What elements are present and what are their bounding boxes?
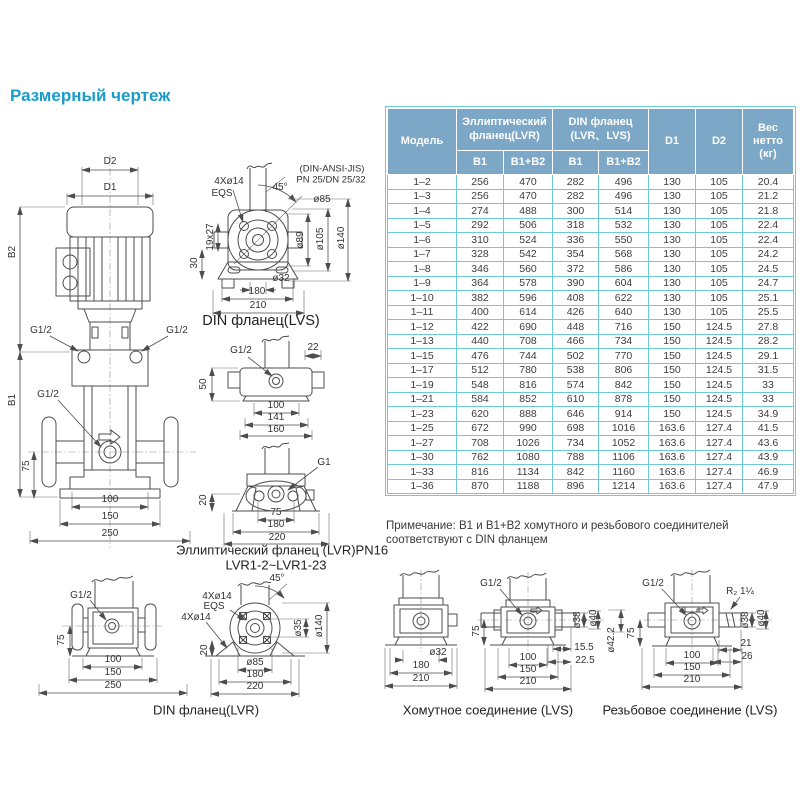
caption-elliptic-flange: Эллиптический фланец (LVR)PN16 (175, 542, 389, 558)
table-cell: 41.5 (743, 421, 794, 436)
table-cell: 1–36 (388, 479, 457, 494)
table-cell: 25.1 (743, 291, 794, 306)
table-cell: 163.6 (649, 450, 696, 465)
table-row (388, 291, 794, 306)
table-cell: 878 (599, 392, 649, 407)
table-cell: 127.4 (696, 465, 743, 480)
table-cell: 130 (649, 276, 696, 291)
table-cell: 1026 (504, 436, 553, 451)
col-header-d1: D1 (649, 109, 696, 175)
table-cell: 105 (696, 276, 743, 291)
table-cell: 1–6 (388, 233, 457, 248)
col-header-b1b2: B1+B2 (504, 151, 553, 175)
table-cell: 130 (649, 189, 696, 204)
table-row (388, 320, 794, 335)
dim-label-160: 160 (267, 424, 285, 435)
table-cell: 130 (649, 262, 696, 277)
dim-label-75: 75 (626, 627, 637, 639)
port-label-g12: G1/2 (480, 578, 502, 589)
table-cell: 584 (457, 392, 504, 407)
table-row (388, 262, 794, 277)
dim-label-220: 220 (268, 532, 286, 543)
table-cell: 124.5 (696, 363, 743, 378)
table-cell: 1134 (504, 465, 553, 480)
dim-label-d85: ø85 (313, 194, 331, 205)
dim-label-250: 250 (101, 528, 119, 539)
table-cell: 105 (696, 262, 743, 277)
table-row (388, 247, 794, 262)
bolt-label-1: 4Xø14 (202, 591, 232, 602)
table-cell: 130 (649, 204, 696, 219)
table-cell: 1–33 (388, 465, 457, 480)
table-row (388, 363, 794, 378)
standard-label: (DIN-ANSI-JIS) (299, 163, 365, 175)
table-cell: 150 (649, 363, 696, 378)
table-cell: 33 (743, 392, 794, 407)
table-cell: 448 (553, 320, 599, 335)
thread-label-r2: R₂ 1¼ (726, 586, 754, 597)
table-cell: 1–5 (388, 218, 457, 233)
table-cell: 578 (504, 276, 553, 291)
dim-label-50: 50 (198, 378, 209, 390)
eqs-label: EQS (203, 601, 225, 612)
table-cell: 1–17 (388, 363, 457, 378)
bolt-label-2: 4Xø14 (181, 612, 211, 623)
dim-label-100: 100 (104, 654, 122, 665)
port-label-g12: G1/2 (642, 578, 664, 589)
port-label-g12: G1/2 (230, 345, 252, 356)
table-cell: 1–27 (388, 436, 457, 451)
table-cell: 1188 (504, 479, 553, 494)
col-header-model: Модель (388, 109, 457, 175)
table-cell: 150 (649, 349, 696, 364)
table-cell: 124.5 (696, 378, 743, 393)
table-cell: 1–8 (388, 262, 457, 277)
table-cell: 770 (599, 349, 649, 364)
spec-table (385, 106, 796, 496)
table-cell: 586 (599, 262, 649, 277)
table-cell: 256 (457, 175, 504, 190)
caption-model-range: LVR1-2~LVR1-23 (225, 557, 327, 573)
dim-label-155: 15.5 (574, 642, 594, 653)
table-row (388, 276, 794, 291)
table-cell: 698 (553, 421, 599, 436)
dim-label-22: 22 (307, 342, 319, 353)
dim-label-d35: ø35 (293, 619, 304, 637)
table-cell: 542 (504, 247, 553, 262)
table-cell: 788 (553, 450, 599, 465)
table-cell: 620 (457, 407, 504, 422)
table-cell: 105 (696, 247, 743, 262)
table-cell: 310 (457, 233, 504, 248)
dim-label-d32: ø32 (272, 273, 290, 284)
table-cell: 130 (649, 305, 696, 320)
dim-label-slot: 19x27 (205, 223, 216, 251)
table-cell: 274 (457, 204, 504, 219)
table-cell: 548 (457, 378, 504, 393)
table-cell: 163.6 (649, 421, 696, 436)
col-header-d2: D2 (696, 109, 743, 175)
table-cell: 105 (696, 218, 743, 233)
table-cell: 105 (696, 204, 743, 219)
dim-label-30: 30 (189, 257, 200, 269)
table-cell: 1–4 (388, 204, 457, 219)
table-cell: 560 (504, 262, 553, 277)
table-cell: 124.5 (696, 320, 743, 335)
table-cell: 29.1 (743, 349, 794, 364)
table-cell: 127.4 (696, 479, 743, 494)
caption-thread: Резьбовое соединение (LVS) (602, 702, 778, 718)
table-cell: 716 (599, 320, 649, 335)
col-header-weight: Вес нетто (кг) (743, 109, 794, 175)
table-cell: 24.2 (743, 247, 794, 262)
table-cell: 488 (504, 204, 553, 219)
table-row (388, 378, 794, 393)
table-cell: 390 (553, 276, 599, 291)
table-cell: 896 (553, 479, 599, 494)
table-cell: 532 (599, 218, 649, 233)
dim-label-20: 20 (199, 644, 210, 656)
table-cell: 24.7 (743, 276, 794, 291)
port-label-g12-left: G1/2 (30, 325, 52, 336)
table-cell: 31.5 (743, 363, 794, 378)
table-cell: 163.6 (649, 436, 696, 451)
dim-label-d42: ø42.2 (606, 627, 617, 653)
dim-label-20: 20 (198, 494, 209, 506)
table-cell: 46.9 (743, 465, 794, 480)
table-cell: 20.4 (743, 175, 794, 190)
dim-label-210: 210 (412, 673, 430, 684)
table-cell: 130 (649, 247, 696, 262)
table-cell: 622 (599, 291, 649, 306)
table-cell: 336 (553, 233, 599, 248)
table-row (388, 204, 794, 219)
table-cell: 870 (457, 479, 504, 494)
dim-label-d140: ø140 (314, 614, 325, 638)
col-header-b1b2-din: B1+B2 (599, 151, 649, 175)
dim-label-21: 21 (740, 638, 752, 649)
table-cell: 33 (743, 378, 794, 393)
dim-label-150: 150 (519, 664, 537, 675)
table-cell: 130 (649, 175, 696, 190)
table-cell: 1–10 (388, 291, 457, 306)
dim-label-75: 75 (56, 634, 67, 646)
table-cell: 990 (504, 421, 553, 436)
col-header-elliptic-flange: Эллиптический фланец(LVR) (457, 109, 553, 151)
dim-label-26: 26 (741, 651, 753, 662)
table-cell: 282 (553, 189, 599, 204)
table-cell: 150 (649, 334, 696, 349)
table-cell: 734 (553, 436, 599, 451)
dim-label-d2: D2 (103, 156, 117, 167)
table-cell: 43.9 (743, 450, 794, 465)
table-cell: 127.4 (696, 450, 743, 465)
table-row (388, 189, 794, 204)
table-cell: 1–25 (388, 421, 457, 436)
table-cell: 426 (553, 305, 599, 320)
table-cell: 1–21 (388, 392, 457, 407)
table-cell: 22.4 (743, 233, 794, 248)
table-cell: 150 (649, 378, 696, 393)
port-label-g12-mid: G1/2 (37, 389, 59, 400)
table-cell: 282 (553, 175, 599, 190)
table-cell: 502 (553, 349, 599, 364)
col-header-b1: B1 (457, 151, 504, 175)
table-cell: 672 (457, 421, 504, 436)
table-cell: 105 (696, 233, 743, 248)
page-title: Размерный чертеж (10, 86, 171, 105)
table-cell: 127.4 (696, 421, 743, 436)
dim-label-d40: ø40 (588, 609, 599, 627)
table-cell: 816 (504, 378, 553, 393)
table-cell: 514 (599, 204, 649, 219)
caption-clamp: Хомутное соединение (LVS) (402, 702, 574, 718)
table-cell: 27.8 (743, 320, 794, 335)
dim-label-141: 141 (267, 412, 285, 423)
table-cell: 506 (504, 218, 553, 233)
table-cell: 1016 (599, 421, 649, 436)
table-body (388, 175, 794, 494)
dim-label-180: 180 (248, 286, 266, 297)
table-cell: 354 (553, 247, 599, 262)
table-cell: 842 (553, 465, 599, 480)
table-cell: 124.5 (696, 349, 743, 364)
table-cell: 1–7 (388, 247, 457, 262)
dim-label-d105: ø105 (315, 227, 326, 251)
dim-label-d32: ø32 (429, 647, 447, 658)
table-cell: 744 (504, 349, 553, 364)
table-cell: 568 (599, 247, 649, 262)
table-cell: 22.4 (743, 218, 794, 233)
table-cell: 538 (553, 363, 599, 378)
dim-label-d38: ø38 (572, 611, 583, 629)
dim-label-180: 180 (246, 669, 264, 680)
dim-label-220: 220 (246, 681, 264, 692)
table-cell: 364 (457, 276, 504, 291)
table-cell: 708 (504, 334, 553, 349)
table-cell: 256 (457, 189, 504, 204)
table-cell: 816 (457, 465, 504, 480)
table-cell: 328 (457, 247, 504, 262)
caption-din-lvs: DIN фланец(LVS) (202, 313, 320, 329)
table-cell: 382 (457, 291, 504, 306)
table-row (388, 450, 794, 465)
table-cell: 780 (504, 363, 553, 378)
table-cell: 914 (599, 407, 649, 422)
angle-label: 45° (269, 573, 285, 584)
table-cell: 150 (649, 320, 696, 335)
note-line-2: соответствуют с DIN фланцем (386, 533, 548, 546)
table-row (388, 465, 794, 480)
dim-label-d1: D1 (103, 182, 117, 193)
dim-label-225: 22.5 (575, 655, 595, 666)
table-cell: 524 (504, 233, 553, 248)
table-cell: 596 (504, 291, 553, 306)
table-cell: 300 (553, 204, 599, 219)
dim-label-b2: B2 (7, 245, 18, 259)
table-cell: 21.2 (743, 189, 794, 204)
table-cell: 466 (553, 334, 599, 349)
table-cell: 1–2 (388, 175, 457, 190)
table-cell: 34.9 (743, 407, 794, 422)
table-cell: 610 (553, 392, 599, 407)
dim-label-150: 150 (101, 511, 119, 522)
table-row (388, 392, 794, 407)
dim-label-b1: B1 (7, 393, 18, 407)
table-cell: 1–9 (388, 276, 457, 291)
table-cell: 512 (457, 363, 504, 378)
table-cell: 1–30 (388, 450, 457, 465)
table-cell: 842 (599, 378, 649, 393)
table-cell: 1106 (599, 450, 649, 465)
table-cell: 496 (599, 175, 649, 190)
table-cell: 150 (649, 407, 696, 422)
table-cell: 21.8 (743, 204, 794, 219)
eqs-label: EQS (211, 188, 233, 199)
table-cell: 550 (599, 233, 649, 248)
table-cell: 1080 (504, 450, 553, 465)
table-cell: 43.6 (743, 436, 794, 451)
table-cell: 1–19 (388, 378, 457, 393)
table-row (388, 479, 794, 494)
dim-label-d85: ø85 (246, 657, 264, 668)
angle-label: 45° (272, 182, 288, 193)
dim-label-210b: 210 (519, 676, 537, 687)
port-label-g1: G1 (317, 457, 331, 468)
table-cell: 130 (649, 218, 696, 233)
col-header-b1-din: B1 (553, 151, 599, 175)
table-cell: 47.9 (743, 479, 794, 494)
table-cell: 708 (457, 436, 504, 451)
table-cell: 400 (457, 305, 504, 320)
table-cell: 408 (553, 291, 599, 306)
dim-label-100: 100 (101, 494, 119, 505)
table-cell: 318 (553, 218, 599, 233)
bolt-label: 4Xø14 (214, 176, 244, 187)
table-cell: 130 (649, 233, 696, 248)
table-cell: 1–15 (388, 349, 457, 364)
table-cell: 470 (504, 189, 553, 204)
dim-label-100: 100 (519, 652, 537, 663)
table-cell: 346 (457, 262, 504, 277)
dim-label-250: 250 (104, 680, 122, 691)
table-cell: 646 (553, 407, 599, 422)
table-cell: 150 (649, 392, 696, 407)
table-cell: 852 (504, 392, 553, 407)
table-cell: 1–12 (388, 320, 457, 335)
dim-label-150: 150 (683, 662, 701, 673)
table-row (388, 407, 794, 422)
table-cell: 690 (504, 320, 553, 335)
table-cell: 1160 (599, 465, 649, 480)
table-cell: 163.6 (649, 479, 696, 494)
dim-label-75: 75 (471, 625, 482, 637)
table-cell: 124.5 (696, 392, 743, 407)
table-cell: 470 (504, 175, 553, 190)
table-row (388, 218, 794, 233)
table-cell: 888 (504, 407, 553, 422)
table-row (388, 233, 794, 248)
table-cell: 124.5 (696, 334, 743, 349)
table-cell: 1–3 (388, 189, 457, 204)
dim-label-180: 180 (267, 519, 285, 530)
table-cell: 496 (599, 189, 649, 204)
table-row (388, 334, 794, 349)
dim-label-100: 100 (267, 400, 285, 411)
col-header-din-flange: DIN фланец (LVR、LVS) (553, 109, 649, 151)
dim-label-75: 75 (270, 507, 282, 518)
table-cell: 806 (599, 363, 649, 378)
dim-label-100: 100 (683, 650, 701, 661)
note-line-1: Примечание: B1 и B1+B2 хомутного и резьбового соединителей (386, 520, 729, 532)
pn-label: PN 25/DN 25/32 (296, 174, 366, 186)
table-cell: 604 (599, 276, 649, 291)
table-cell: 422 (457, 320, 504, 335)
dim-label-180: 180 (412, 660, 430, 671)
table-cell: 130 (649, 291, 696, 306)
dim-label-210: 210 (683, 674, 701, 685)
table-cell: 574 (553, 378, 599, 393)
table-cell: 105 (696, 175, 743, 190)
table-cell: 372 (553, 262, 599, 277)
table-row (388, 175, 794, 190)
table-cell: 292 (457, 218, 504, 233)
table-cell: 734 (599, 334, 649, 349)
table-cell: 614 (504, 305, 553, 320)
dim-label-75: 75 (21, 460, 32, 472)
dim-label-d89: ø89 (295, 231, 306, 249)
port-label-g12-right: G1/2 (166, 325, 188, 336)
table-cell: 1–11 (388, 305, 457, 320)
table-note (386, 520, 792, 547)
table-cell: 124.5 (696, 407, 743, 422)
dim-label-d40: ø40 (756, 609, 767, 627)
pump-drawing (20, 155, 196, 548)
table-cell: 163.6 (649, 465, 696, 480)
dim-label-150: 150 (104, 667, 122, 678)
caption-din-lvr: DIN фланец(LVR) (152, 702, 260, 718)
table-cell: 476 (457, 349, 504, 364)
table-cell: 24.5 (743, 262, 794, 277)
table-cell: 1052 (599, 436, 649, 451)
table-cell: 127.4 (696, 436, 743, 451)
table-row (388, 305, 794, 320)
table-row (388, 421, 794, 436)
table-cell: 762 (457, 450, 504, 465)
dim-label-210: 210 (249, 300, 267, 311)
table-cell: 1–23 (388, 407, 457, 422)
table-cell: 25.5 (743, 305, 794, 320)
table-cell: 1–13 (388, 334, 457, 349)
dim-label-d140: ø140 (336, 226, 347, 250)
table-cell: 640 (599, 305, 649, 320)
table-cell: 105 (696, 305, 743, 320)
table-row (388, 436, 794, 451)
port-label-g12: G1/2 (70, 590, 92, 601)
table-cell: 105 (696, 189, 743, 204)
table-cell: 1214 (599, 479, 649, 494)
table-cell: 440 (457, 334, 504, 349)
dim-label-d38: ø38 (740, 611, 751, 629)
table-row (388, 349, 794, 364)
table-cell: 105 (696, 291, 743, 306)
table-cell: 28.2 (743, 334, 794, 349)
